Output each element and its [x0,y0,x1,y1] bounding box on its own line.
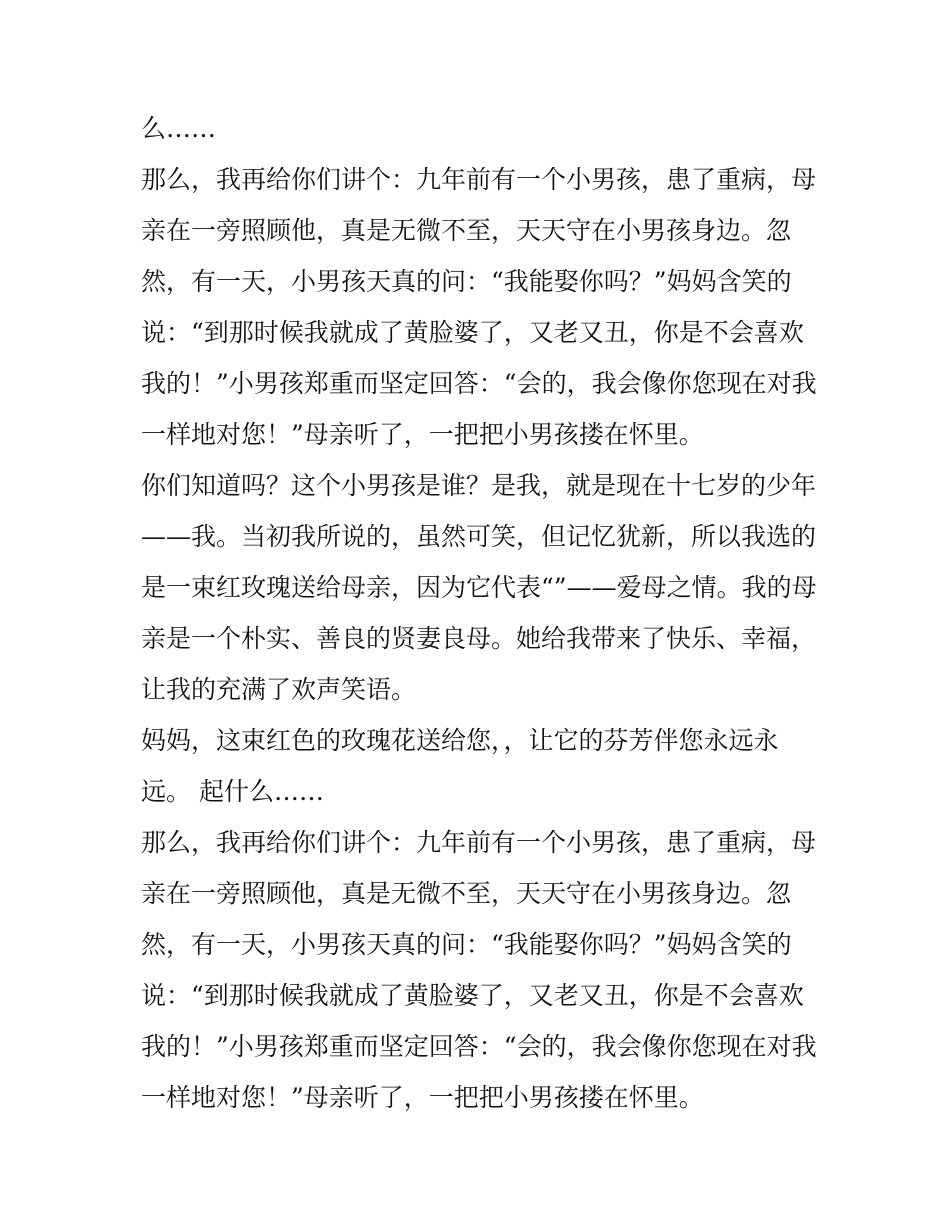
text-line: 我的！”小男孩郑重而坚定回答：“会的，我会像你您现在对我 [141,369,817,398]
text-line: ——我。当初我所说的，虽然可笑，但记忆犹新，所以我选的 [141,522,817,551]
text-line: 说：“到那时候我就成了黄脸婆了，又老又丑，你是不会喜欢 [141,981,804,1010]
text-line: 然，有一天，小男孩天真的问：“我能娶你吗？”妈妈含笑的 [141,267,792,296]
text-line: 亲是一个朴实、善良的贤妻良母。她给我带来了快乐、幸福， [141,624,817,653]
text-line: 那么，我再给你们讲个：九年前有一个小男孩，患了重病，母 [141,828,817,857]
body-text [141,103,821,1123]
text-line: 远。 起什么…… [141,777,324,806]
text-line: 妈妈，这束红色的玫瑰花送给您，，让它的芬芳伴您永远永 [141,726,779,755]
text-line: 我的！”小男孩郑重而坚定回答：“会的，我会像你您现在对我 [141,1032,817,1061]
text-line: 你们知道吗？这个小男孩是谁？是我，就是现在十七岁的少年 [141,471,817,500]
text-line: 然，有一天，小男孩天真的问：“我能娶你吗？”妈妈含笑的 [141,930,792,959]
text-line: 么…… [141,114,217,143]
text-line: 让我的充满了欢声笑语。 [141,675,417,704]
text-line: 一样地对您！”母亲听了，一把把小男孩搂在怀里。 [141,420,704,449]
text-line: 亲在一旁照顾他，真是无微不至，天天守在小男孩身边。忽 [141,216,792,245]
text-line: 一样地对您！”母亲听了，一把把小男孩搂在怀里。 [141,1083,704,1112]
text-line: 那么，我再给你们讲个：九年前有一个小男孩，患了重病，母 [141,165,817,194]
text-line: 是一束红玫瑰送给母亲，因为它代表“”——爱母之情。我的母 [141,573,817,602]
text-line: 说：“到那时候我就成了黄脸婆了，又老又丑，你是不会喜欢 [141,318,804,347]
text-line: 亲在一旁照顾他，真是无微不至，天天守在小男孩身边。忽 [141,879,792,908]
